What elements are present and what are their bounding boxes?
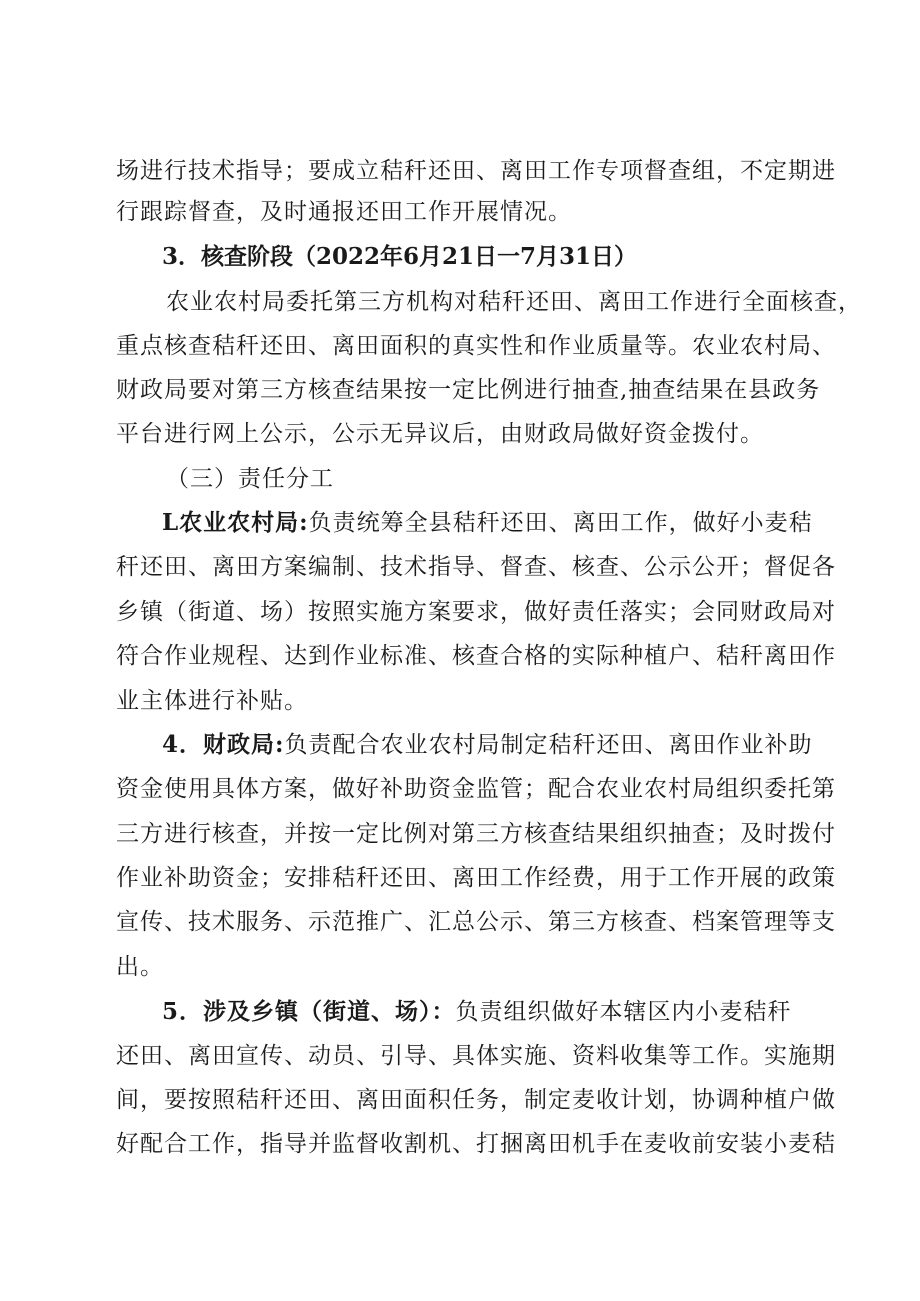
paragraph-line: 三方进行核查，并按一定比例对第三方核查结果组织抽查；及时拨付 xyxy=(116,821,836,847)
check-phase-heading: 3．核查阶段（2022年6月21日一7月31日） xyxy=(162,243,638,270)
paragraph-line: 农业农村局委托第三方机构对秸秆还田、离田工作进行全面核查， xyxy=(166,289,862,315)
paragraph-line: 乡镇（街道、场）按照实施方案要求，做好责任落实；会同财政局对 xyxy=(116,599,836,625)
paragraph-line: 重点核查秸秆还田、离田面积的真实性和作业质量等。农业农村局、 xyxy=(116,333,836,359)
paragraph-line: 出。 xyxy=(116,954,164,980)
agri-bureau-text: 负责统筹全县秸秆还田、离田工作，做好小麦秸 xyxy=(308,510,813,536)
agri-bureau-line xyxy=(162,500,813,546)
paragraph-line: 还田、离田宣传、动员、引导、具体实施、资料收集等工作。实施期 xyxy=(116,1043,836,1069)
paragraph-line: 平台进行网上公示，公示无异议后，由财政局做好资金拨付。 xyxy=(116,421,764,447)
paragraph-line: 作业补助资金；安排秸秆还田、离田工作经费，用于工作开展的政策 xyxy=(116,865,836,891)
paragraph-line: 行跟踪督查，及时通报还田工作开展情况。 xyxy=(116,199,572,225)
paragraph-line: 间，要按照秸秆还田、离田面积任务，制定麦收计划，协调种植户做 xyxy=(116,1087,836,1113)
towns-line xyxy=(162,989,792,1035)
paragraph-line: 资金使用具体方案，做好补助资金监管；配合农业农村局组织委托第 xyxy=(116,776,836,802)
agri-bureau-label: L农业农村局: xyxy=(162,509,309,536)
paragraph-line: 秆还田、离田方案编制、技术指导、督查、核查、公示公开；督促各 xyxy=(116,554,836,580)
towns-text: 负责组织做好本辖区内小麦秸秆 xyxy=(455,999,792,1025)
finance-bureau-label: 4．财政局: xyxy=(162,731,285,758)
paragraph-line: 业主体进行补贴。 xyxy=(116,688,308,714)
towns-label: 5．涉及乡镇（街道、场）： xyxy=(162,998,456,1025)
finance-bureau-text: 负责配合农业农村局制定秸秆还田、离田作业补助 xyxy=(284,732,813,758)
paragraph-line: 财政局要对第三方核查结果按一定比例进行抽查,抽查结果在县政务 xyxy=(116,377,821,403)
paragraph-line: 场进行技术指导；要成立秸秆还田、离田工作专项督查组，不定期进 xyxy=(116,158,836,184)
paragraph-line: 好配合工作，指导并监督收割机、打捆离田机手在麦收前安装小麦秸 xyxy=(116,1131,836,1157)
finance-bureau-line xyxy=(162,722,813,768)
responsibility-section-heading: （三）责任分工 xyxy=(166,466,334,492)
paragraph-line: 宣传、技术服务、示范推广、汇总公示、第三方核查、档案管理等支 xyxy=(116,909,836,935)
paragraph-line: 符合作业规程、达到作业标准、核查合格的实际种植户、秸秆离田作 xyxy=(116,643,836,669)
